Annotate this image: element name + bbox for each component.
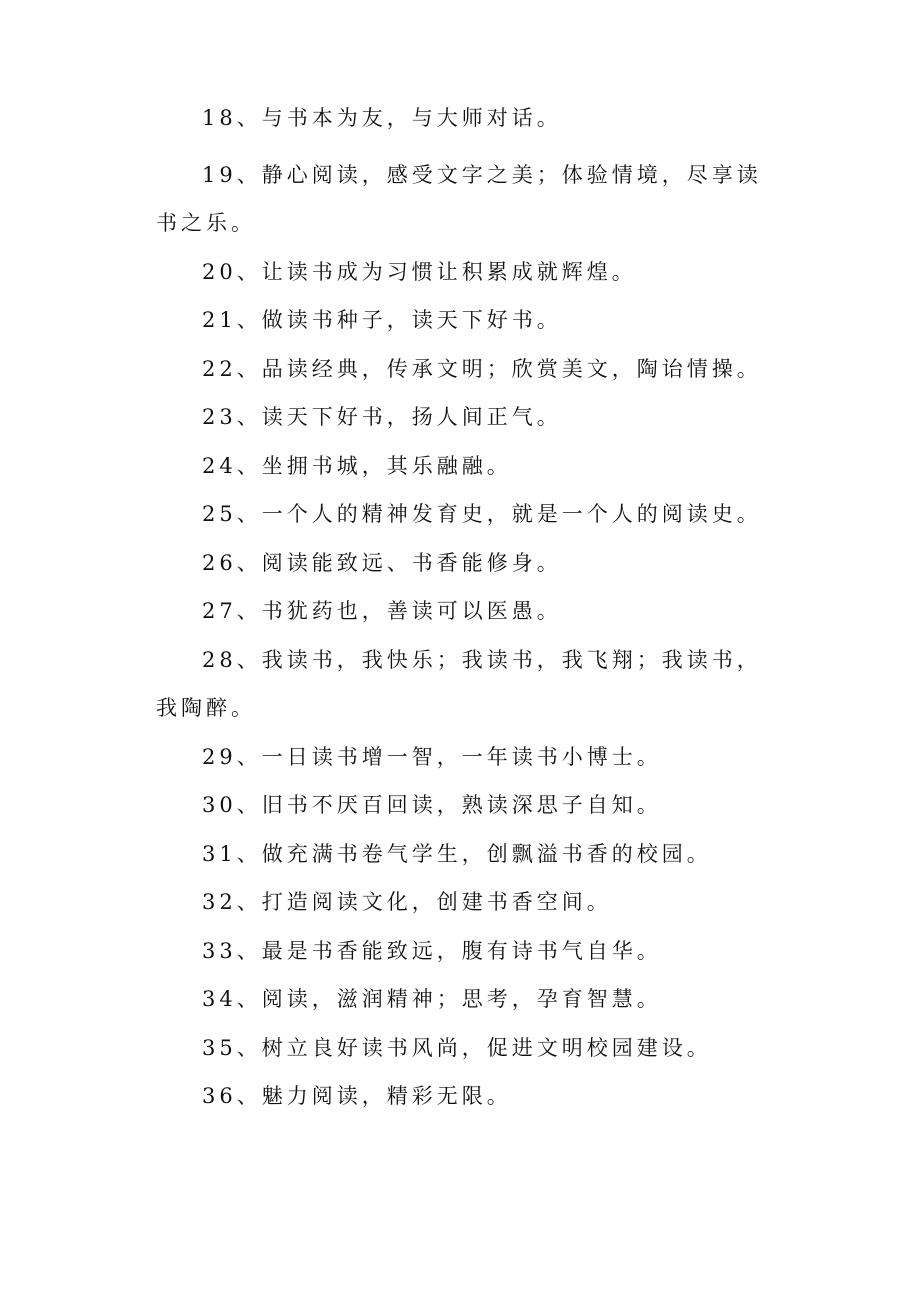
slogan-item-19: 19、静心阅读，感受文字之美；体验情境，尽享读书之乐。 (156, 162, 762, 235)
slogan-list (156, 94, 768, 1121)
slogan-item-26: 26、阅读能致远、书香能修身。 (202, 550, 562, 575)
slogan-item-25: 25、一个人的精神发育史，就是一个人的阅读史。 (202, 502, 762, 526)
slogan-item-36: 36、魅力阅读，精彩无限。 (202, 1084, 512, 1108)
slogan-item-18: 18、与书本为友，与大师对话。 (202, 106, 562, 130)
slogan-item-31: 31、做充满书卷气学生，创飘溢书香的校园。 (202, 841, 712, 866)
slogan-item-28: 28、我读书，我快乐；我读书，我飞翔；我读书，我陶醉。 (156, 647, 762, 720)
slogan-item-23: 23、读天下好书，扬人间正气。 (202, 405, 562, 429)
slogan-item-29: 29、一日读书增一智，一年读书小博士。 (202, 744, 662, 769)
slogan-item-21: 21、做读书种子，读天下好书。 (202, 308, 562, 332)
slogan-item-32: 32、打造阅读文化，创建书香空间。 (202, 890, 612, 914)
slogan-item-27: 27、书犹药也，善读可以医愚。 (202, 599, 562, 623)
slogan-item-35: 35、树立良好读书风尚，促进文明校园建设。 (202, 1035, 712, 1060)
slogan-item-22: 22、品读经典，传承文明；欣赏美文，陶诒情操。 (202, 356, 762, 381)
slogan-item-33: 33、最是书香能致远，腹有诗书气自华。 (202, 938, 662, 963)
slogan-item-24: 24、坐拥书城，其乐融融。 (202, 453, 512, 478)
slogan-item-34: 34、阅读，滋润精神；思考，孕育智慧。 (202, 987, 662, 1011)
slogan-item-30: 30、旧书不厌百回读，熟读深思子自知。 (202, 793, 662, 817)
slogan-item-20: 20、让读书成为习惯让积累成就辉煌。 (202, 259, 637, 284)
